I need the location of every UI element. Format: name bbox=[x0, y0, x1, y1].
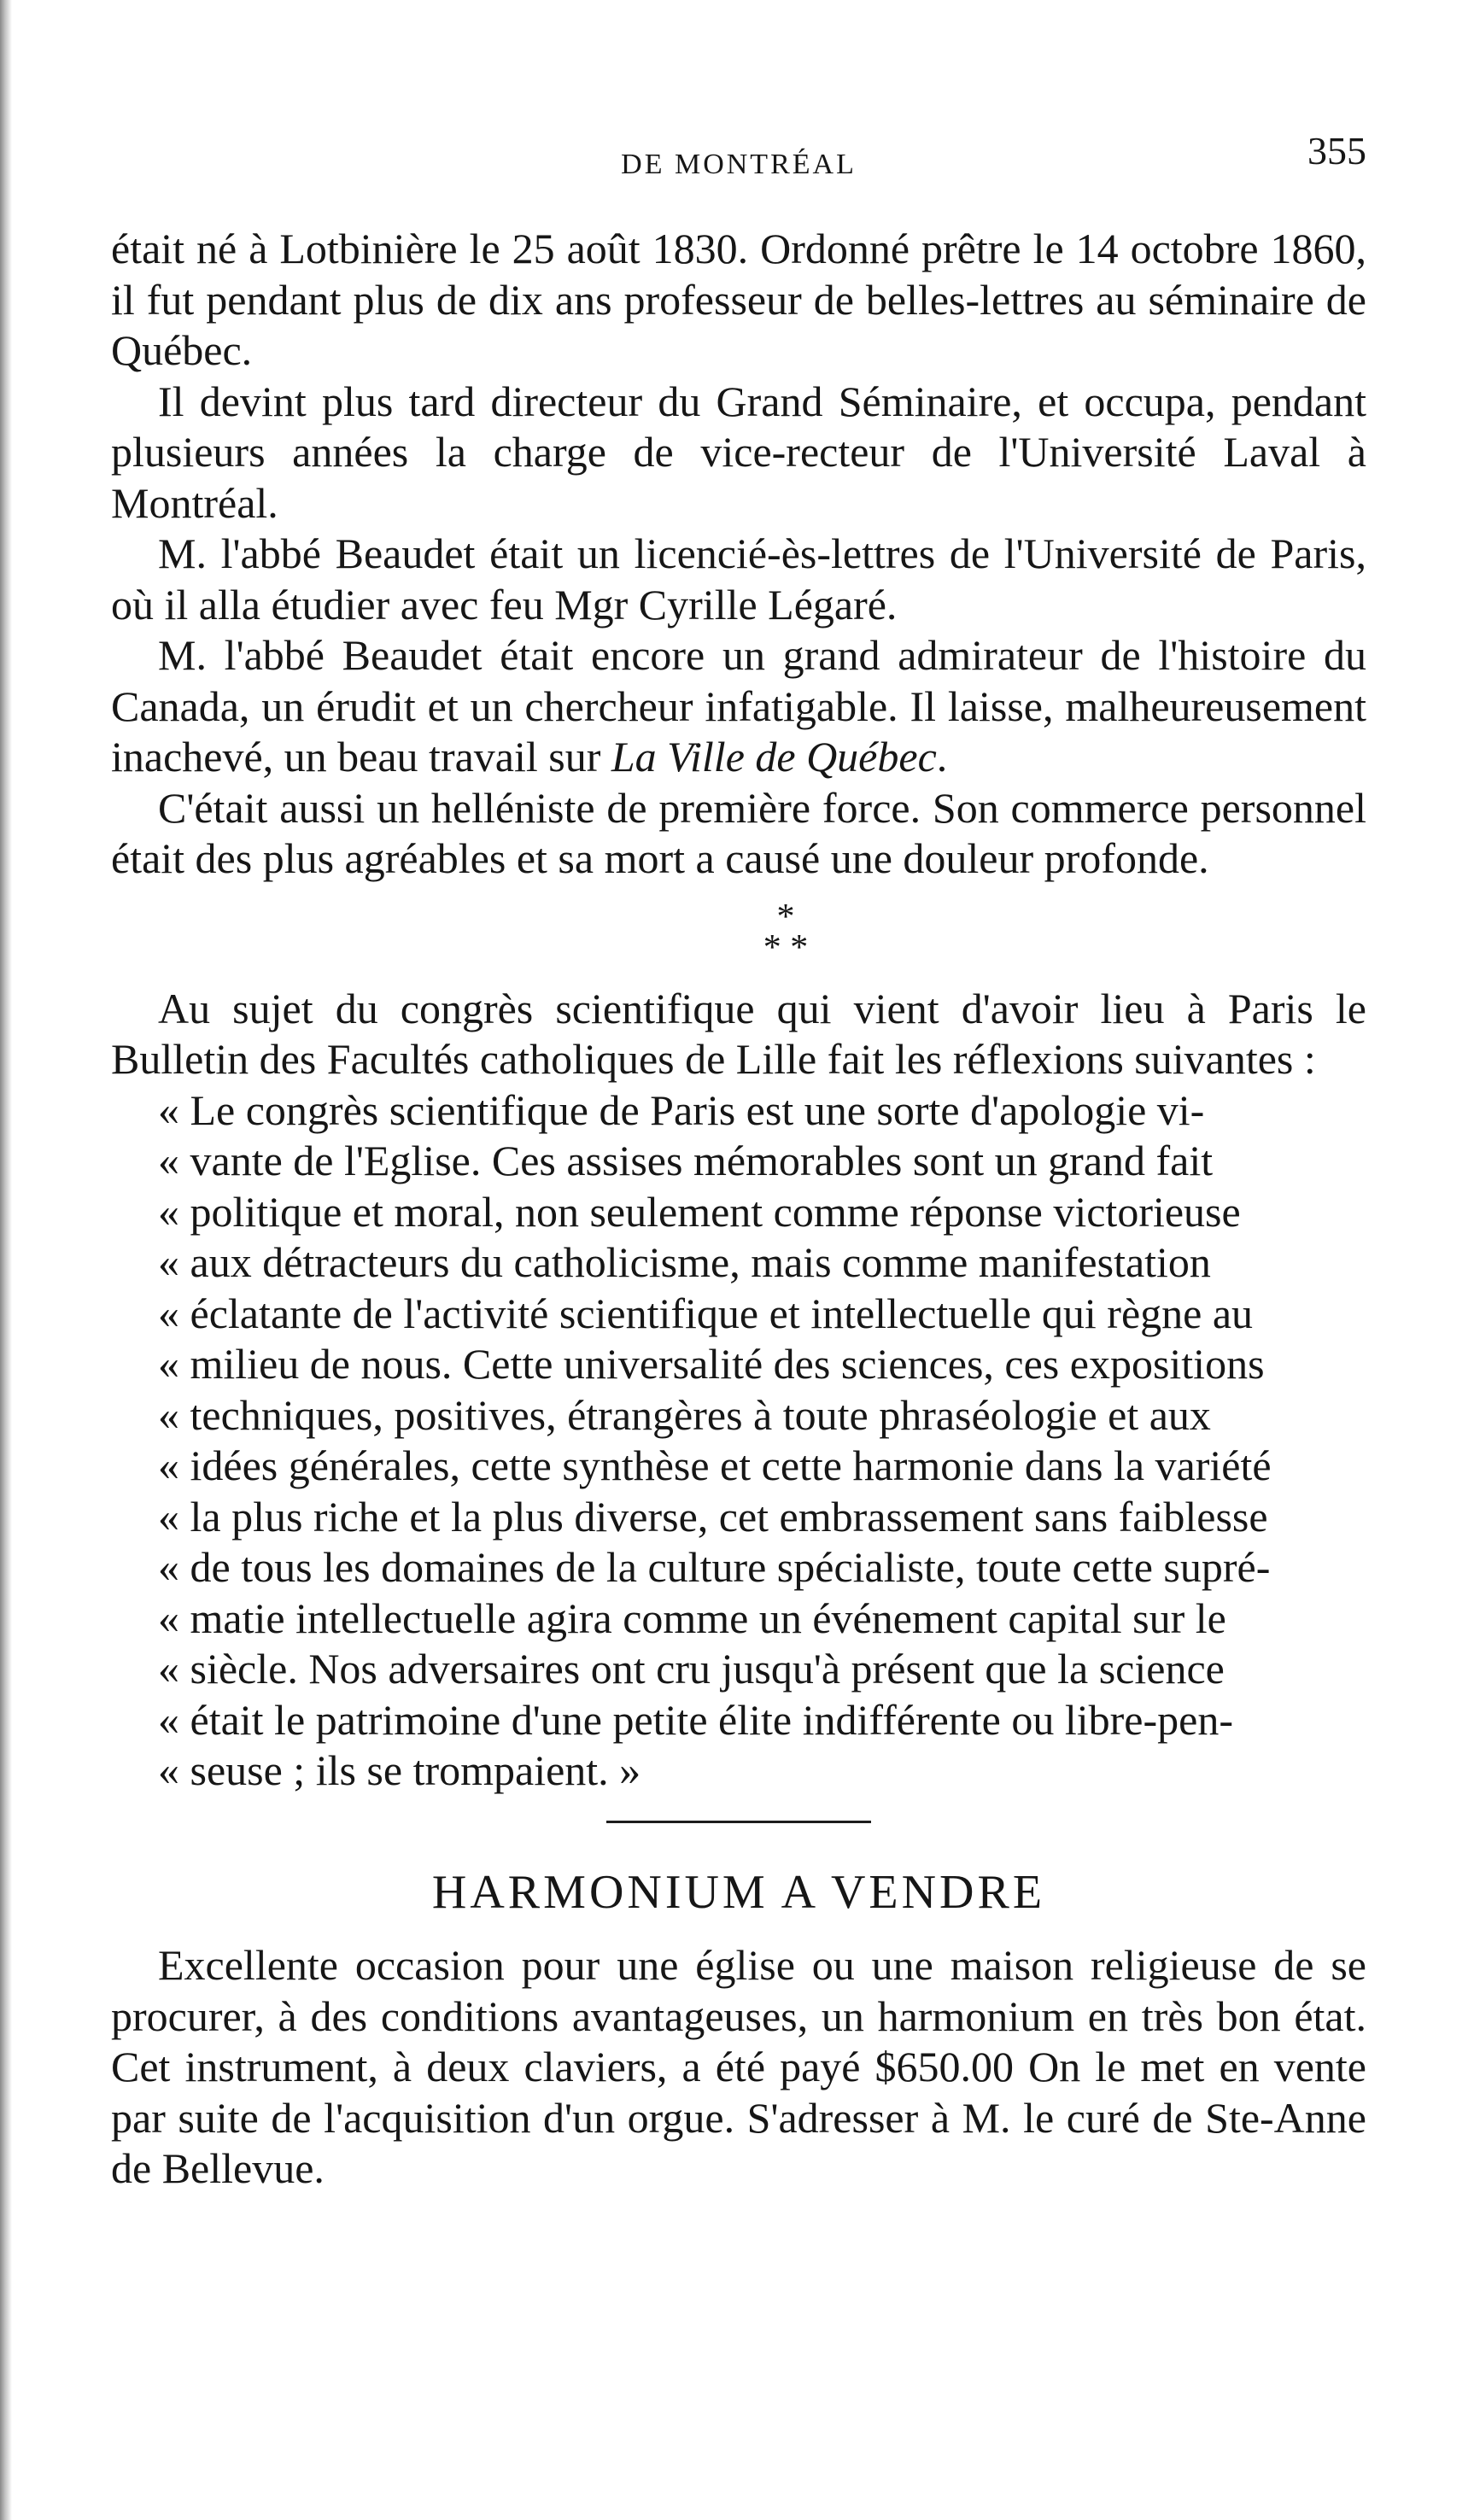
obituary-paragraph-5: C'était aussi un helléniste de première force. Son commerce personnel était des plus agréables et sa mort a causé une douleur profonde. bbox=[111, 783, 1366, 882]
quote-line: « la plus riche et la plus diverse, cet embrassement sans faiblesse bbox=[158, 1492, 1268, 1541]
obituary-paragraph-3: M. l'abbé Beaudet était un licencié-ès-lettres de l'Université de Paris, où il alla étudier avec feu Mgr Cyrille Légaré. bbox=[111, 529, 1366, 629]
quote-line: « milieu de nous. Cette universalité des sciences, ces expositions bbox=[158, 1340, 1265, 1388]
obituary-paragraph-4 bbox=[111, 630, 1366, 783]
quote-line: « Le congrès scientifique de Paris est une sorte d'apologie vi- bbox=[158, 1085, 1205, 1134]
running-head: DE MONTRÉAL bbox=[621, 149, 857, 180]
quote-line: « politique et moral, non seulement comme réponse victorieuse bbox=[158, 1187, 1241, 1236]
section-asterism bbox=[111, 885, 1366, 984]
quote-line: « de tous les domaines de la culture spécialiste, toute cette supré- bbox=[158, 1543, 1271, 1591]
scan-shadow-edge bbox=[0, 0, 12, 2520]
quote-line: « vante de l'Eglise. Ces assises mémorables sont un grand fait bbox=[158, 1137, 1214, 1184]
obituary-paragraph-4-text: M. l'abbé Beaudet était encore un grand admirateur de l'histoire du Canada, un érudit et un chercheur infatigable. Il laisse, malheureusement inachevé, un beau travail sur bbox=[111, 631, 1366, 781]
quote-line: « seuse ; ils se trompaient. » bbox=[158, 1746, 641, 1794]
book-title: La Ville de Québec bbox=[611, 733, 937, 781]
quote-line: « matie intellectuelle agira comme un événement capital sur le bbox=[158, 1593, 1226, 1642]
obituary-paragraph-2: Il devint plus tard directeur du Grand Séminaire, et occupa, pendant plusieurs années la charge de vice-recteur de l'Université Laval à Montréal. bbox=[111, 377, 1366, 527]
quote-line: « aux détracteurs du catholicisme, mais comme manifestation bbox=[158, 1238, 1211, 1286]
obituary-paragraph-1: était né à Lotbinière le 25 août 1830. Ordonné prêtre le 14 octobre 1860, il fut pendant plus de dix ans professeur de belles-lettres au séminaire de Québec. bbox=[111, 225, 1366, 374]
congres-quote bbox=[111, 1085, 1366, 1797]
congres-intro: Au sujet du congrès scientifique qui vient d'avoir lieu à Paris le Bulletin des Facultés catholiques de Lille fait les réflexions suivantes : bbox=[111, 984, 1366, 1083]
asterism-bottom: * * bbox=[763, 927, 809, 968]
advertisement-title: HARMONIUM A VENDRE bbox=[431, 1865, 1046, 1919]
page-header bbox=[111, 128, 1366, 179]
asterism-top: * bbox=[776, 897, 795, 937]
section-divider bbox=[606, 1821, 871, 1823]
quote-line: « idées générales, cette synthèse et cette harmonie dans la variété bbox=[158, 1441, 1272, 1489]
obituary-paragraph-4-end: . bbox=[936, 733, 948, 781]
quote-line: « siècle. Nos adversaires ont cru jusqu'à présent que la science bbox=[158, 1645, 1225, 1693]
advertisement-body: Excellente occasion pour une église ou une maison religieuse de se procurer, à des conditions avantageuses, un harmonium en très bon état. Cet instrument, à deux claviers, a été payé $650.00 On le met en vente par suite de l'acquisition d'un orgue. S'adresser à M. le curé de Ste-Anne de Bellevue. bbox=[111, 1941, 1366, 2192]
page-body bbox=[111, 224, 1366, 2195]
quote-line: « éclatante de l'activité scientifique et intellectuelle qui règne au bbox=[158, 1289, 1254, 1337]
page-number: 355 bbox=[1307, 129, 1366, 172]
quote-line: « techniques, positives, étrangères à toute phraséologie et aux bbox=[158, 1390, 1211, 1439]
quote-line: « était le patrimoine d'une petite élite indifférente ou libre-pen- bbox=[158, 1695, 1233, 1744]
